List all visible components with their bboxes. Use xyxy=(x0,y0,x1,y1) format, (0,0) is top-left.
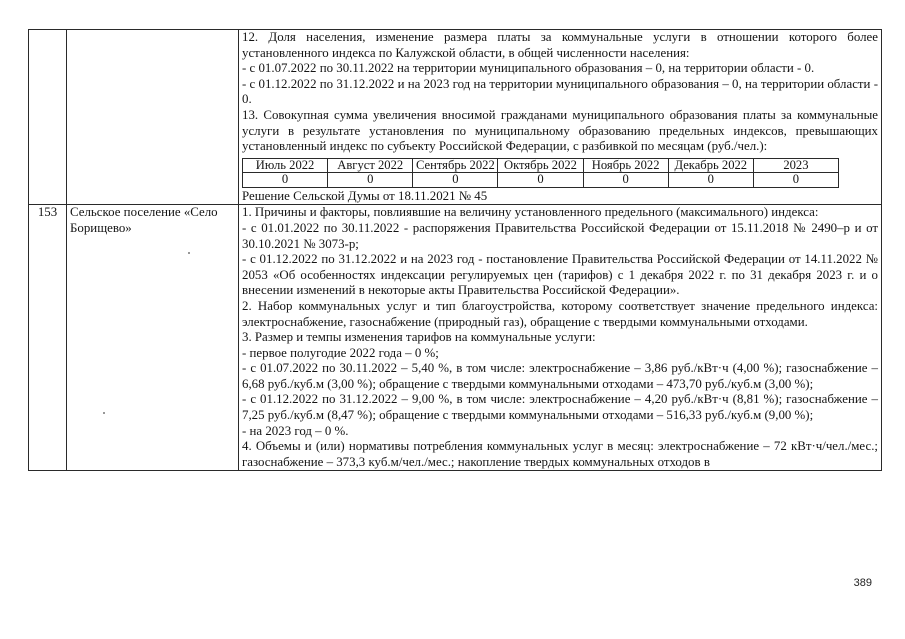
paragraph: - с 01.07.2022 по 30.11.2022 на территории муниципального образования – 0, на территории области - 0. xyxy=(242,61,815,76)
paragraph: 13. Совокупная сумма увеличения вносимой гражданами муниципального образования платы за коммунальные услуги в результате установления по муниципальному образованию предельных индексов, превышающих установленный индекс по субъекту Российской Федерации, с разбивкой по месяцам (руб./чел.): xyxy=(242,107,878,154)
paragraph: 1. Причины и факторы, повлиявшие на величину установленного предельного (максимального) индекса: xyxy=(242,205,819,220)
paragraph: - первое полугодие 2022 года – 0 %; xyxy=(242,345,439,360)
paragraph: - с 01.12.2022 по 31.12.2022 – 9,00 %, в том числе: электроснабжение – 4,20 руб./кВт·ч (8,81 %); газоснабжение – 7,25 руб./куб.м (8,47 %); обращение с твердыми коммунальными отходами – 516,33 руб./куб.м (9,00 %); xyxy=(242,392,878,423)
month-header: Сентябрь 2022 xyxy=(413,158,498,173)
decision-reference: Решение Сельской Думы от 18.11.2021 № 45 xyxy=(242,188,488,203)
month-header: Октябрь 2022 xyxy=(498,158,583,173)
row-number-cell: 153 xyxy=(29,205,67,471)
month-value: 0 xyxy=(243,173,328,188)
month-value: 0 xyxy=(498,173,583,188)
month-value: 0 xyxy=(753,173,838,188)
month-header: Декабрь 2022 xyxy=(668,158,753,173)
table-row xyxy=(29,205,882,471)
row-number-cell xyxy=(29,30,67,205)
municipality-name-cell: Сельское поселение «Село Борищево» xyxy=(67,205,239,471)
table-row xyxy=(29,30,882,205)
paragraph: - с 01.12.2022 по 31.12.2022 и на 2023 год на территории муниципального образования – 0, на территории области - 0. xyxy=(242,76,878,107)
month-header: 2023 xyxy=(753,158,838,173)
paragraph: 3. Размер и темпы изменения тарифов на коммунальные услуги: xyxy=(242,330,596,345)
details-cell xyxy=(239,30,882,205)
page-number: 389 xyxy=(853,577,872,589)
month-header: Июль 2022 xyxy=(243,158,328,173)
month-header: Август 2022 xyxy=(328,158,413,173)
monthly-header-row xyxy=(243,158,839,173)
paragraph: - на 2023 год – 0 %. xyxy=(242,423,349,438)
scan-speck xyxy=(188,252,190,254)
paragraph: - с 01.12.2022 по 31.12.2022 и на 2023 год - постановление Правительства Российской Федерации от 14.11.2022 № 2053 «Об особенностях индексации регулируемых цен (тарифов) с 1 декабря 2022 г. по 31 декабря 2023 г. и о внесении изменений в некоторые акты Правительства Российской Федерации». xyxy=(242,252,878,298)
month-value: 0 xyxy=(583,173,668,188)
month-header: Ноябрь 2022 xyxy=(583,158,668,173)
details-cell xyxy=(239,205,882,471)
paragraph: - с 01.07.2022 по 30.11.2022 – 5,40 %, в том числе: электроснабжение – 3,86 руб./кВт·ч (4,00 %); газоснабжение – 6,68 руб./куб.м (3,00 %); обращение с твердыми коммунальными отходами – 473,70 руб./куб.м (3,00 %); xyxy=(242,361,878,391)
monthly-value-row xyxy=(243,173,839,188)
paragraph: 12. Доля населения, изменение размера платы за коммунальные услуги в отношении которого более установленного индекса по Калужской области, в общей численности населения: xyxy=(242,30,878,60)
municipality-name-cell xyxy=(67,30,239,205)
month-value: 0 xyxy=(413,173,498,188)
paragraph: 2. Набор коммунальных услуг и тип благоустройства, которому соответствует значение предельного индекса: электроснабжение, газоснабжение (природный газ), обращение с твердыми коммунальными отходами. xyxy=(242,298,878,329)
paragraph: - с 01.01.2022 по 30.11.2022 - распоряжения Правительства Российской Федерации от 15.11.2018 № 2490–р и от 30.10.2021 № 3073-р; xyxy=(242,220,878,251)
month-value: 0 xyxy=(328,173,413,188)
scan-speck xyxy=(103,412,105,414)
tariff-table xyxy=(28,29,882,471)
monthly-sum-table xyxy=(242,158,839,188)
paragraph: 4. Объемы и (или) нормативы потребления коммунальных услуг в месяц: электроснабжение – 72 кВт·ч/чел./мес.; газоснабжение – 373,3 куб.м/чел./мес.; накопление твердых коммунальных отходов в xyxy=(242,439,878,469)
month-value: 0 xyxy=(668,173,753,188)
